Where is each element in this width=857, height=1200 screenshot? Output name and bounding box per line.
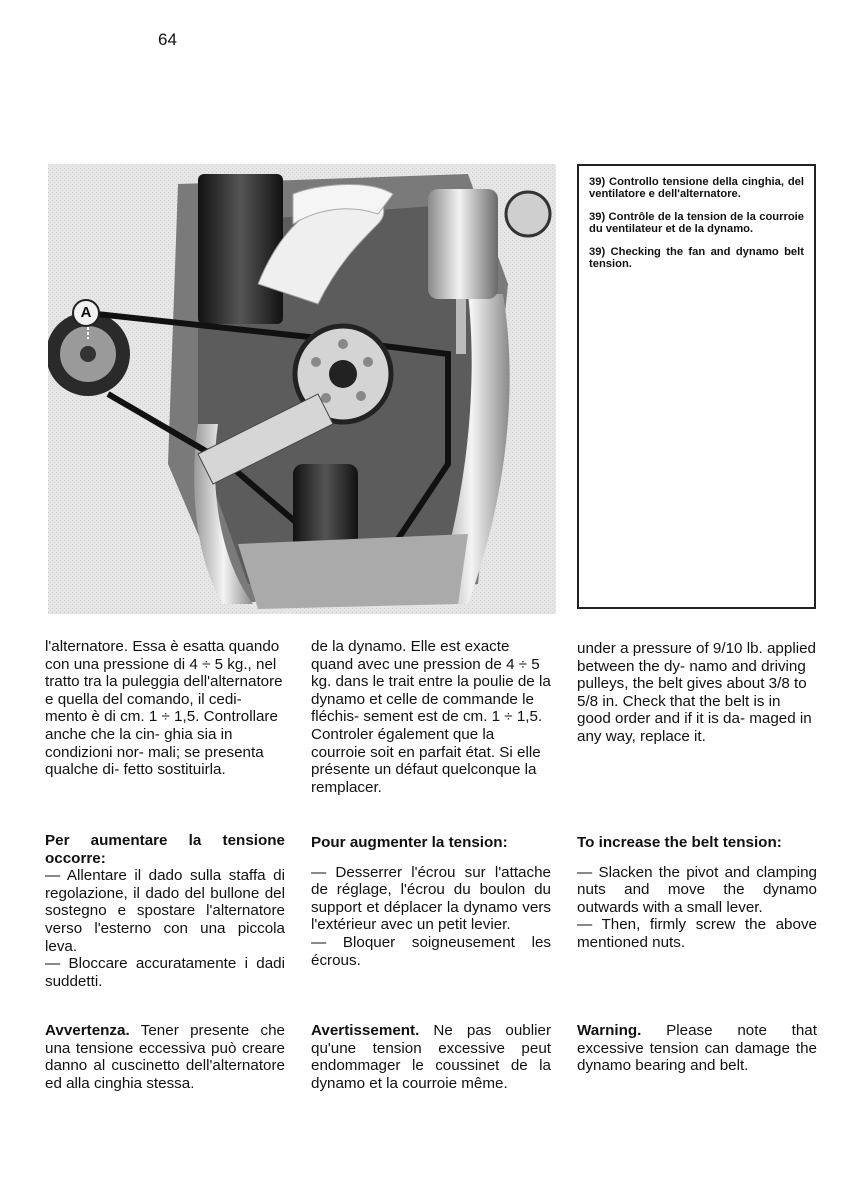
french-tension-section	[311, 834, 551, 969]
french-warning	[311, 1022, 551, 1092]
english-step-2: — Then, firmly screw the above mentioned nuts.	[577, 916, 817, 951]
italian-step-2: — Bloccare accuratamente i dadi suddetti.	[45, 955, 285, 990]
italian-warning-text: Tener presente che una tensione eccessiva può creare danno al cuscinetto dell'alternatore ed alla cinghia stessa.	[45, 1022, 285, 1092]
callout-a-label: A	[72, 299, 100, 327]
page-number: 64	[158, 30, 177, 49]
english-warning-text: Please note that excessive tension can damage the dynamo bearing and belt.	[577, 1022, 817, 1075]
italian-step-1: — Allentare il dado sulla staffa di regolazione, il dado del bullone del sostegno e spostare l'alternatore verso l'esterno con una piccola leva.	[45, 867, 285, 955]
italian-intro: l'alternatore. Essa è esatta quando con una pressione di 4 ÷ 5 kg., nel tratto tra la puleggia dell'alternatore e quella del comando, il cedi- mento è di cm. 1 ÷ 1,5. Controllare anche che la cin- ghia sia in condizioni nor- mali; se presenta qualche di- fetto sostituirla.	[45, 638, 283, 779]
english-tension-section	[577, 834, 817, 952]
french-heading: Pour augmenter la tension:	[311, 834, 508, 851]
french-intro: de la dynamo. Elle est exacte quand avec une pression de 4 ÷ 5 kg. dans le trait entre la poulie de la dynamo et celle de commande le fléchis- sement est de cm. 1 ÷ 1,5. Controler également que la courroie soit en parfait état. Si elle présente un défaut quelconque la remplacer.	[311, 638, 551, 796]
italian-warning-title: Avvertenza.	[45, 1022, 130, 1039]
english-heading: To increase the belt tension:	[577, 834, 782, 851]
caption-english: 39) Checking the fan and dynamo belt tension.	[589, 246, 804, 270]
french-warning-title: Avertissement.	[311, 1022, 420, 1039]
italian-heading: Per aumentare la tensione occorre:	[45, 832, 285, 867]
english-warning	[577, 1022, 817, 1075]
caption-french: 39) Contrôle de la tension de la courroie du ventilateur et de la dynamo.	[589, 211, 804, 235]
french-step-1: — Desserrer l'écrou sur l'attache de réglage, l'écrou du boulon du support et déplacer la dynamo vers l'extérieur avec un petit levier.	[311, 863, 551, 934]
caption-box	[577, 164, 816, 609]
french-step-2: — Bloquer soigneusement les écrous.	[311, 933, 551, 969]
english-step-1: — Slacken the pivot and clamping nuts and move the dynamo outwards with a small lever.	[577, 863, 817, 916]
italian-tension-section	[45, 832, 285, 990]
french-warning-text: Ne pas oublier qu'une tension excessive peut endommager le coussinet de la dynamo et la courroie même.	[311, 1022, 551, 1092]
caption-italian: 39) Controllo tensione della cinghia, del ventilatore e dell'alternatore.	[589, 176, 804, 200]
english-warning-title: Warning.	[577, 1022, 642, 1039]
engine-photo	[48, 164, 556, 614]
english-intro: under a pressure of 9/10 lb. applied between the dy- namo and driving pulleys, the belt gives about 3/8 to 5/8 in. Check that the belt is in good order and if it is da- maged in any way, replace it.	[577, 640, 816, 745]
italian-warning	[45, 1022, 285, 1092]
